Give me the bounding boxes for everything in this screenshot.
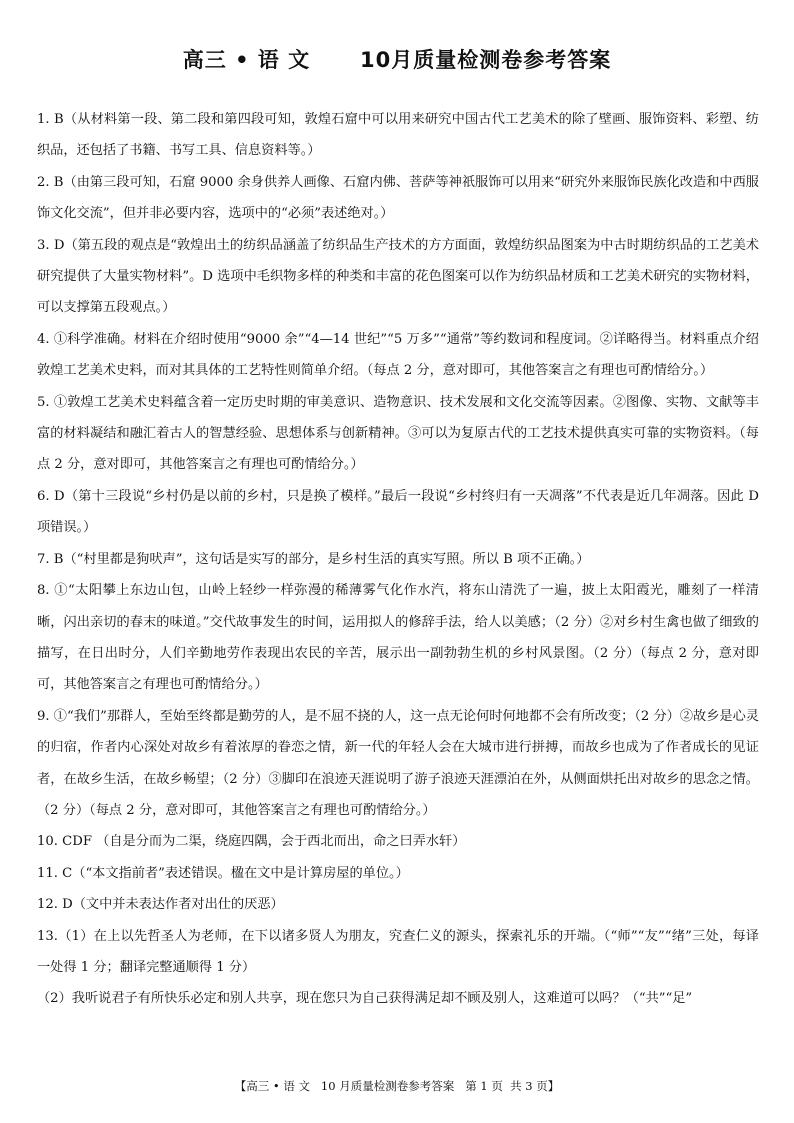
answer-item: 1. B（从材料第一段、第二段和第四段可知，敦煌石窟中可以用来研究中国古代工艺美术的除了壁画、服饰资料、彩塑、纺织品，还包括了书籍、书写工具、信息资料等。） [37,112,759,159]
answer-item: 2. B（由第三段可知，石窟 9000 余身供养人画像、石窟内佛、菩萨等神祇服饰可以用来“研究外来服饰民族化改造和中西服饰文化交流”，但并非必要内容，选项中的“必须”表述绝对。） [37,174,759,222]
answer-item: 12. D（文中并未表达作者对出仕的厌恶） [37,897,284,913]
page-title: 高三 • 语 文 10月质量检测卷参考答案 [182,48,612,72]
answer-item: 3. D（第五段的观点是“敦煌出土的纺织品涵盖了纺织品生产技术的方方面面，敦煌纺织品图案为中古时期纺织品的工艺美术研究提供了大量实物材料”。D 选项中毛织物多样的种类和丰富的花色图案可以作为纺织品材质和工艺美术研究的实物材料，可以支撑第五段观点。） [37,237,759,316]
answer-item: 6. D（第十三段说“乡村仍是以前的乡村，只是换了模样。”最后一段说“乡村终归有一天凋落”不代表是近几年凋落。因此 D 项错误。） [37,488,759,536]
answer-item: 7. B（“村里都是狗吠声”，这句话是实写的部分，是乡村生活的真实写照。所以 B 项不正确。） [37,551,590,567]
answer-item: 10. CDF （自是分而为二渠，绕庭四隅，会于西北而出，命之曰弄水轩） [37,834,466,850]
answer-item: 9. ①“我们”那群人，至始至终都是勤劳的人，是不屈不挠的人，这一点无论何时何地都不会有所改变；（2 分）②故乡是心灵的归宿，作者内心深处对故乡有着浓厚的眷恋之情，新一代的年轻人会在大城市进行拼搏，而故乡也成为了作者成长的见证者，在故乡生活，在故乡畅望；（2 分）③脚印在浪迹天涯说明了游子浪迹天涯漂泊在外，从侧面烘托出对故乡的思念之情。（2 分）（每点 2 分，意对即可，其他答案言之有理也可酌情给分。） [37,708,759,818]
answer-item: 4. ①科学准确。材料在介绍时使用“9000 余”“4—14 世纪”“5 万多”“通常”等约数词和程度词。②详略得当。材料重点介绍敦煌工艺美术史料，而对其具体的工艺特性则简单介绍。（每点 2 分，意对即可，其他答案言之有理也可酌情给分。） [37,331,759,379]
answer-list [37,104,759,1015]
answer-item: 11. C（“本文指前者”表述错误。楹在文中是计算房屋的单位。） [37,865,409,881]
page-footer: 【高三 • 语 文 10 月质量检测卷参考答案 第 1 页 共 3 页】 [234,1079,560,1093]
answer-item: 13.（1）在上以先哲圣人为老师，在下以诸多贤人为朋友，究查仁义的源头，探索礼乐的开端。（“师”“友”“绪”三处，每译一处得 1 分；翻译完整通顺得 1 分） [37,928,759,975]
answer-item: （2）我听说君子有所快乐必定和别人共享，现在您只为自己获得满足却不顾及别人，这难道可以吗？（“共”“足” [37,991,693,1007]
answer-item: 5. ①敦煌工艺美术史料蕴含着一定历史时期的审美意识、造物意识、技术发展和文化交流等因素。②图像、实物、文献等丰富的材料凝结和融汇着古人的智慧经验、思想体系与创新精神。③可以为复原古代的工艺技术提供真实可靠的实物资料。（每点 2 分，意对即可，其他答案言之有理也可酌情给分。） [37,394,759,473]
answer-item: 8. ①“太阳攀上东边山包，山岭上轻纱一样弥漫的稀薄雾气化作水汽，将东山清洗了一遍，披上太阳霞光，雕刻了一样清晰，闪出亲切的春末的味道。”交代故事发生的时间，运用拟人的修辞手法，给人以美感；（2 分）②对乡村生禽也做了细致的描写，在日出时分，人们辛勤地劳作表现出农民的辛苦，展示出一副勃勃生机的乡村风景图。（2 分）（每点 2 分，意对即可，其他答案言之有理也可酌情给分。） [37,583,759,693]
